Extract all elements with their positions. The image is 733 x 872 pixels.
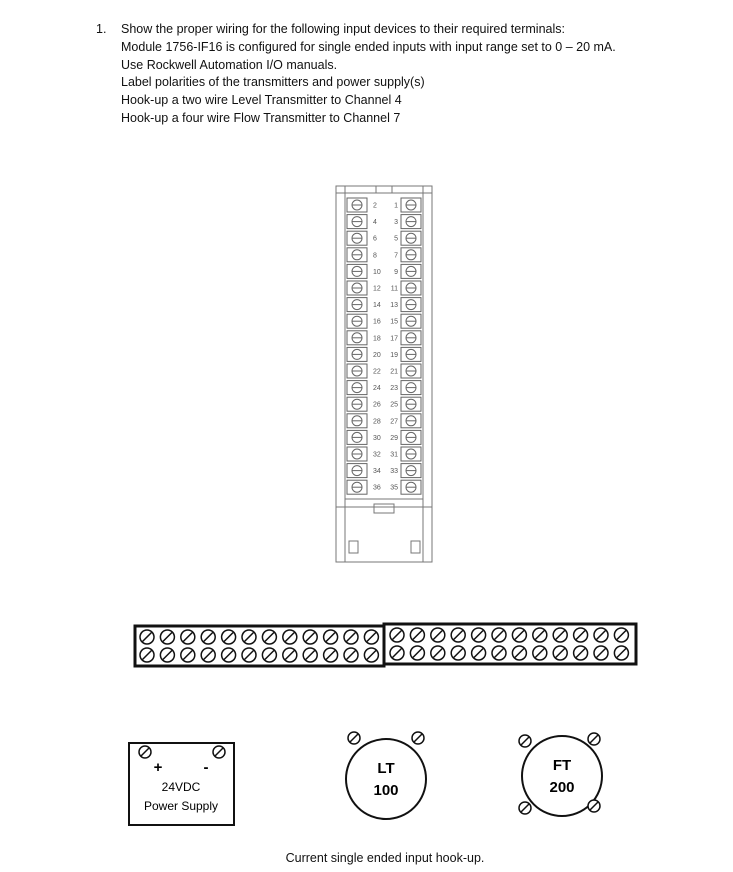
power-terminal-minus[interactable] — [213, 746, 225, 758]
terminal-number: 4 — [373, 219, 377, 227]
module-screw-icon[interactable] — [401, 198, 421, 212]
terminal-number: 19 — [390, 351, 398, 359]
module-terminal-row — [347, 198, 421, 212]
strip-screw-icon[interactable] — [201, 648, 215, 662]
module-terminal-row — [347, 248, 421, 262]
module-latch — [374, 504, 394, 513]
module-screw-icon[interactable] — [347, 331, 367, 345]
module-screw-icon[interactable] — [401, 215, 421, 229]
module-screw-icon[interactable] — [401, 480, 421, 494]
level-transmitter — [346, 732, 426, 819]
strip-screw-icon[interactable] — [594, 646, 608, 660]
ft-number: 200 — [549, 779, 575, 796]
module-screw-icon[interactable] — [347, 447, 367, 461]
module-terminal-rows — [347, 198, 421, 494]
module-screw-icon[interactable] — [347, 248, 367, 262]
strip-screw-icon[interactable] — [431, 628, 445, 642]
module-terminal-row — [347, 480, 421, 494]
strip-screw-icon[interactable] — [181, 630, 195, 644]
terminal-number: 3 — [394, 219, 398, 227]
instruction-line: Hook-up a four wire Flow Transmitter to Channel 7 — [121, 110, 401, 125]
lt-tag: LT — [377, 760, 395, 777]
strip-screw-icon[interactable] — [431, 646, 445, 660]
module-terminal-row — [347, 381, 421, 395]
terminal-number: 35 — [390, 484, 398, 492]
module-terminal-row — [347, 347, 421, 361]
strip-screw-icon[interactable] — [364, 648, 378, 662]
module-terminal-row — [347, 298, 421, 312]
strip-screw-icon[interactable] — [222, 630, 236, 644]
minus-label: - — [203, 759, 209, 776]
strip-screw-icon[interactable] — [614, 646, 628, 660]
terminal-number: 8 — [373, 252, 377, 260]
ft-terminal-top-right[interactable] — [588, 733, 600, 745]
instruction-line: Hook-up a two wire Level Transmitter to Channel 4 — [121, 93, 402, 108]
instruction-line: Module 1756-IF16 is configured for single ended inputs with input range set to 0 – 20 mA. — [121, 39, 616, 54]
strip-screw-icon[interactable] — [553, 628, 567, 642]
module-slot-right — [411, 541, 420, 553]
module-screw-icon[interactable] — [347, 231, 367, 245]
terminal-number: 23 — [390, 385, 398, 393]
module-terminal-row — [347, 364, 421, 378]
terminal-number: 14 — [373, 302, 381, 310]
strip-screw-icon[interactable] — [390, 628, 404, 642]
module-terminal-row — [347, 414, 421, 428]
terminal-strip — [135, 624, 636, 666]
strip-screw-icon[interactable] — [492, 628, 506, 642]
module-screw-icon[interactable] — [401, 464, 421, 478]
module-screw-icon[interactable] — [401, 298, 421, 312]
module-screw-icon[interactable] — [401, 281, 421, 295]
terminal-number: 26 — [373, 401, 381, 409]
terminal-number: 29 — [390, 434, 398, 442]
module-screw-icon[interactable] — [401, 248, 421, 262]
power-supply-label: Power Supply — [143, 799, 219, 813]
strip-screw-icon[interactable] — [451, 646, 465, 660]
terminal-number: 12 — [373, 285, 381, 293]
terminal-number: 6 — [373, 235, 377, 243]
module-screw-icon[interactable] — [347, 464, 367, 478]
module-terminal-row — [347, 231, 421, 245]
terminal-number: 9 — [394, 268, 398, 276]
terminal-number: 11 — [390, 285, 398, 293]
module-screw-icon[interactable] — [401, 231, 421, 245]
module-terminal-row — [347, 464, 421, 478]
figure-caption: Current single ended input hook-up. — [285, 851, 485, 865]
terminal-number: 32 — [373, 451, 381, 459]
ft-terminal-top-left[interactable] — [519, 735, 531, 747]
module-screw-icon[interactable] — [347, 364, 367, 378]
module-screw-icon[interactable] — [401, 414, 421, 428]
module-terminal-row — [347, 215, 421, 229]
level-transmitter-body — [346, 739, 426, 819]
module-terminal-row — [347, 281, 421, 295]
strip-screw-icon[interactable] — [512, 628, 526, 642]
terminal-number: 27 — [390, 418, 398, 426]
strip-screw-icon[interactable] — [262, 648, 276, 662]
module-screw-icon[interactable] — [347, 298, 367, 312]
module-screw-icon[interactable] — [347, 397, 367, 411]
strip-screw-icon[interactable] — [283, 630, 297, 644]
strip-screw-icon[interactable] — [344, 630, 358, 644]
terminal-number: 13 — [390, 302, 398, 310]
instruction-line: Label polarities of the transmitters and power supply(s) — [121, 75, 425, 90]
module-terminal-row — [347, 430, 421, 444]
terminal-number: 18 — [373, 335, 381, 343]
strip-screw-icon[interactable] — [181, 648, 195, 662]
strip-screw-icon[interactable] — [364, 630, 378, 644]
strip-screw-icon[interactable] — [472, 628, 486, 642]
terminal-number: 33 — [390, 468, 398, 476]
terminal-number: 15 — [390, 318, 398, 326]
terminal-number: 31 — [390, 451, 398, 459]
strip-screw-icon[interactable] — [262, 630, 276, 644]
strip-screw-icon[interactable] — [242, 648, 256, 662]
terminal-number: 1 — [394, 202, 398, 210]
module-terminal-row — [347, 264, 421, 278]
question-number: 1. — [96, 22, 107, 36]
module-screw-icon[interactable] — [401, 430, 421, 444]
module-screw-icon[interactable] — [347, 198, 367, 212]
terminal-number: 34 — [373, 468, 381, 476]
strip-screw-icon[interactable] — [324, 648, 338, 662]
terminal-number: 20 — [373, 351, 381, 359]
lt-terminal-left[interactable] — [348, 732, 360, 744]
ft-tag: FT — [552, 757, 572, 774]
terminal-number: 17 — [390, 335, 398, 343]
terminal-number: 10 — [373, 268, 381, 276]
terminal-number: 28 — [373, 418, 381, 426]
strip-screw-icon[interactable] — [574, 646, 588, 660]
strip-screw-icon[interactable] — [574, 628, 588, 642]
module-screw-icon[interactable] — [401, 347, 421, 361]
strip-screw-icon[interactable] — [140, 630, 154, 644]
terminal-number: 2 — [373, 202, 377, 210]
terminal-number: 36 — [373, 484, 381, 492]
module-screw-icon[interactable] — [347, 264, 367, 278]
module-screw-icon[interactable] — [347, 215, 367, 229]
ft-terminal-bottom-left[interactable] — [519, 802, 531, 814]
module-slot-left — [349, 541, 358, 553]
strip-screw-icon[interactable] — [614, 628, 628, 642]
module-screw-icon[interactable] — [401, 364, 421, 378]
module-screw-icon[interactable] — [401, 331, 421, 345]
module-screw-icon[interactable] — [401, 447, 421, 461]
strip-screw-icon[interactable] — [553, 646, 567, 660]
strip-screw-icon[interactable] — [533, 628, 547, 642]
terminal-number: 30 — [373, 434, 381, 442]
terminal-number: 25 — [390, 401, 398, 409]
terminal-number: 22 — [373, 368, 381, 376]
strip-screw-icon[interactable] — [283, 648, 297, 662]
strip-screw-icon[interactable] — [492, 646, 506, 660]
strip-screw-icon[interactable] — [324, 630, 338, 644]
module-terminal-row — [347, 331, 421, 345]
module-terminal-row — [347, 447, 421, 461]
instruction-line: Use Rockwell Automation I/O manuals. — [121, 57, 338, 72]
module-screw-icon[interactable] — [347, 347, 367, 361]
lt-terminal-right[interactable] — [412, 732, 424, 744]
module-top-tab — [376, 186, 392, 193]
instruction-line: Show the proper wiring for the following input devices to their required terminals: — [121, 22, 565, 36]
strip-screw-icon[interactable] — [594, 628, 608, 642]
module-screw-icon[interactable] — [401, 381, 421, 395]
module-terminal-row — [347, 314, 421, 328]
module-screw-icon[interactable] — [401, 264, 421, 278]
strip-screw-icon[interactable] — [410, 646, 424, 660]
strip-screw-icon[interactable] — [512, 646, 526, 660]
terminal-number: 16 — [373, 318, 381, 326]
module-screw-icon[interactable] — [347, 480, 367, 494]
module-screw-icon[interactable] — [347, 281, 367, 295]
module-screw-icon[interactable] — [347, 314, 367, 328]
strip-screw-icon[interactable] — [344, 648, 358, 662]
strip-screw-icon[interactable] — [410, 628, 424, 642]
strip-screw-icon[interactable] — [160, 648, 174, 662]
flow-transmitter — [519, 733, 602, 816]
module-screw-icon[interactable] — [347, 414, 367, 428]
strip-screw-icon[interactable] — [472, 646, 486, 660]
strip-screw-icon[interactable] — [242, 630, 256, 644]
ft-terminal-bottom-right[interactable] — [588, 800, 600, 812]
strip-screw-icon[interactable] — [140, 648, 154, 662]
terminal-number: 7 — [394, 252, 398, 260]
strip-screw-icon[interactable] — [201, 630, 215, 644]
module-terminal-row — [347, 397, 421, 411]
strip-screw-icon[interactable] — [451, 628, 465, 642]
plus-label: + — [153, 759, 163, 776]
strip-screw-icon[interactable] — [390, 646, 404, 660]
strip-screw-icon[interactable] — [160, 630, 174, 644]
power-supply — [129, 743, 234, 825]
terminal-number: 5 — [394, 235, 398, 243]
terminal-number: 21 — [390, 368, 398, 376]
module-screw-icon[interactable] — [347, 430, 367, 444]
strip-screw-icon[interactable] — [303, 630, 317, 644]
power-terminal-plus[interactable] — [139, 746, 151, 758]
strip-screw-icon[interactable] — [222, 648, 236, 662]
module-screw-icon[interactable] — [401, 397, 421, 411]
module-screw-icon[interactable] — [347, 381, 367, 395]
terminal-number: 24 — [373, 385, 381, 393]
module-screw-icon[interactable] — [401, 314, 421, 328]
lt-number: 100 — [373, 782, 399, 799]
strip-screw-icon[interactable] — [533, 646, 547, 660]
strip-screw-icon[interactable] — [303, 648, 317, 662]
power-supply-voltage: 24VDC — [161, 780, 201, 794]
